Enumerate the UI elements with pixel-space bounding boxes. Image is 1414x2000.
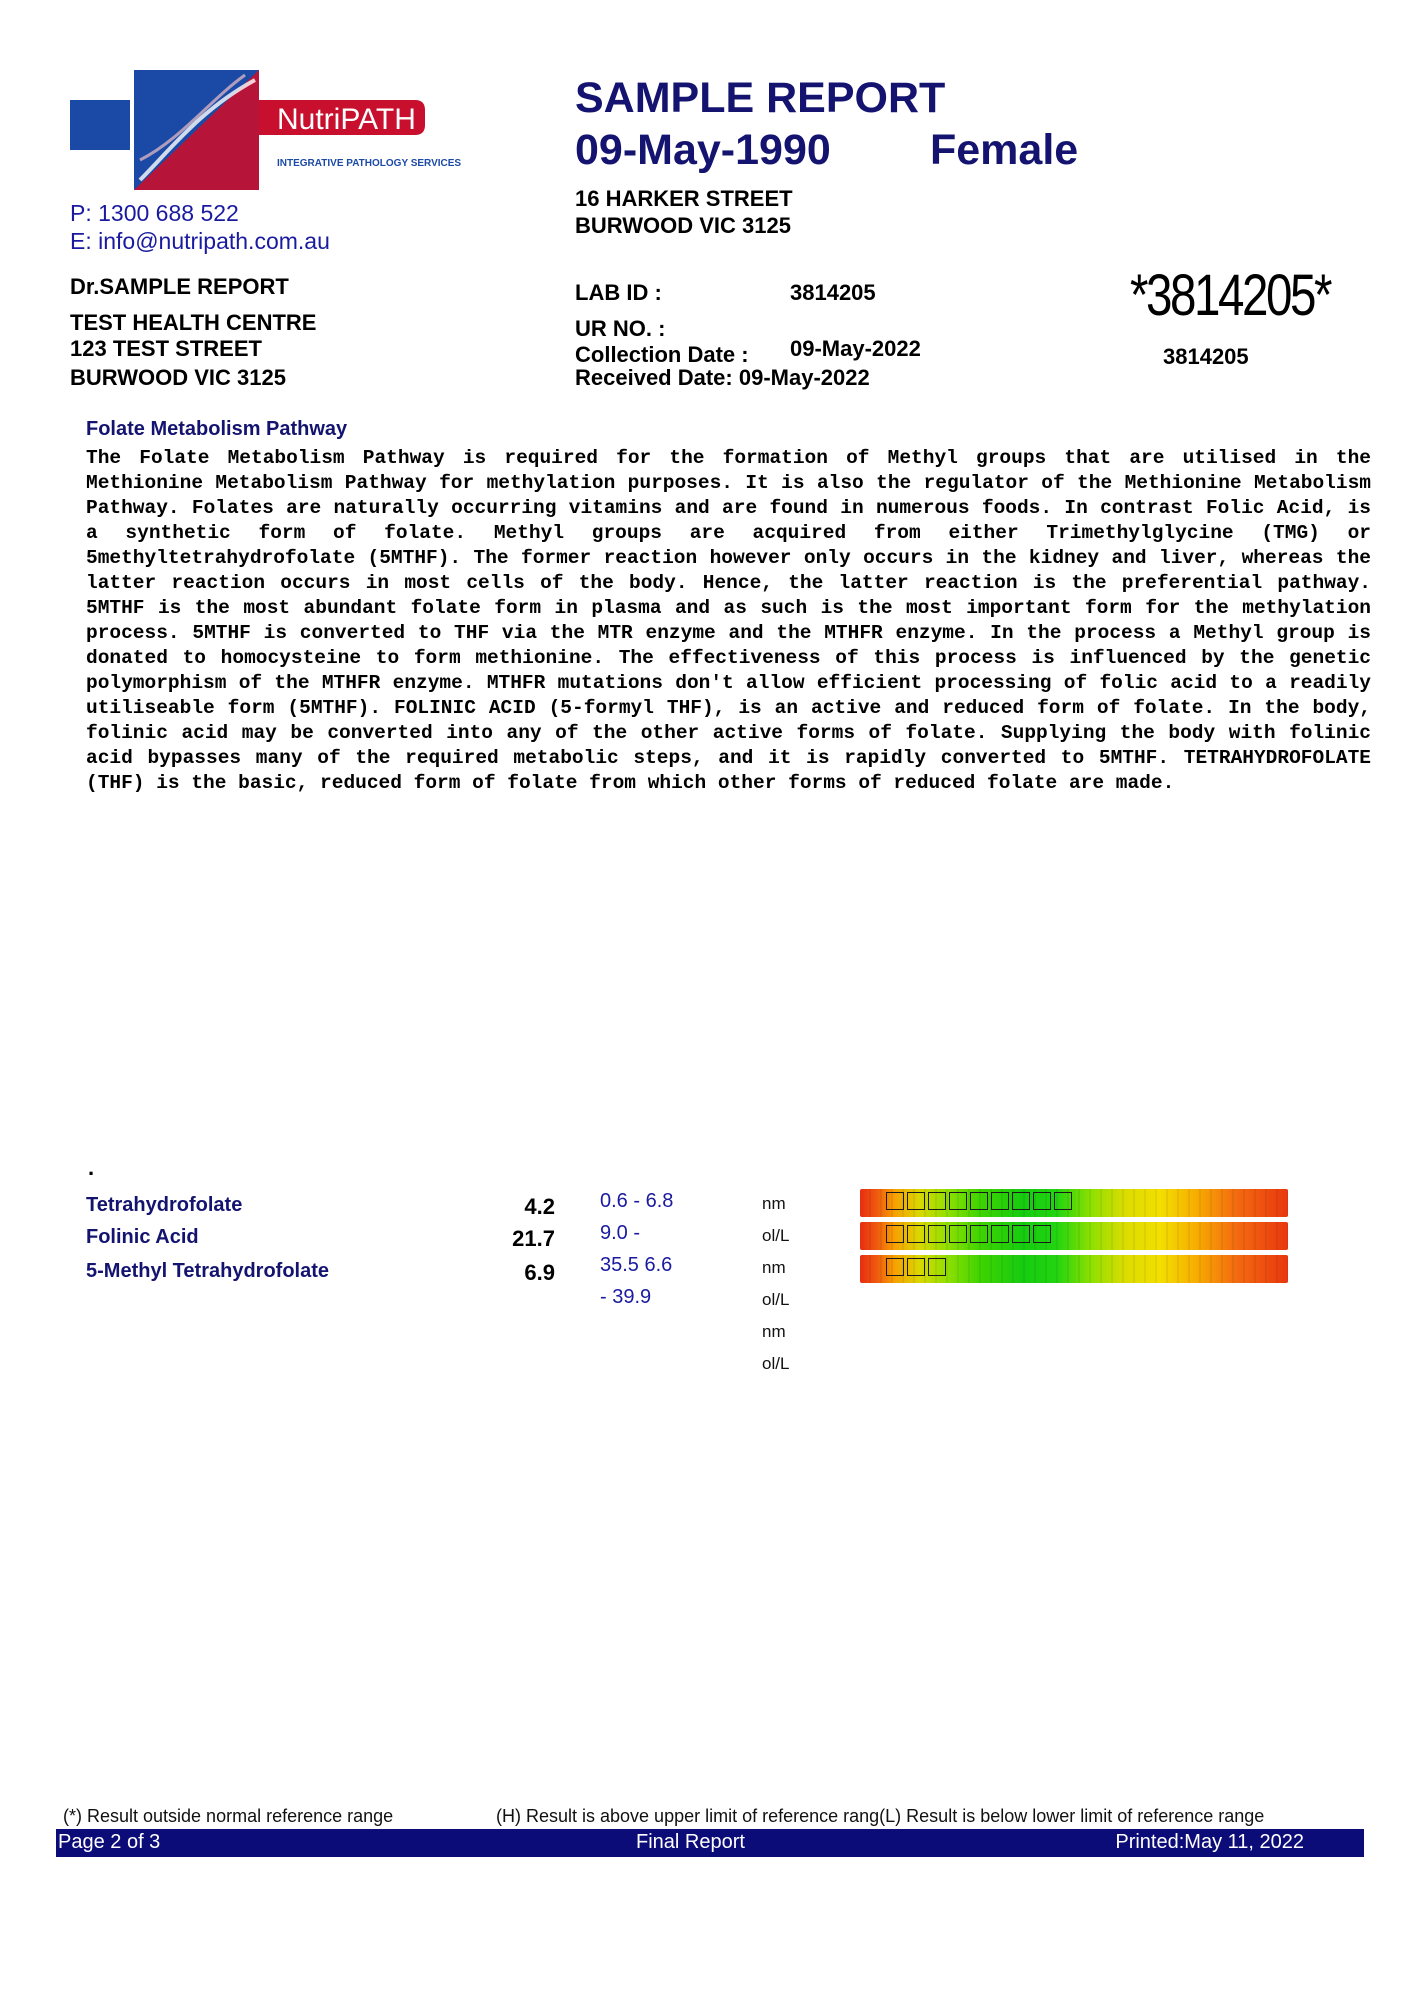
range-line: 9.0 -: [600, 1222, 641, 1244]
result-value-thf: 4.2: [524, 1194, 555, 1219]
result-box: [1054, 1192, 1072, 1210]
unit-line: nm: [762, 1258, 786, 1277]
nutripath-logo: [70, 70, 490, 190]
range-line: 35.5 6.6: [600, 1254, 673, 1276]
result-box: [928, 1225, 946, 1243]
result-bar-thf: [860, 1189, 1288, 1217]
result-box: [991, 1225, 1009, 1243]
clinic-suburb: BURWOOD VIC 3125: [70, 365, 286, 390]
contact-email[interactable]: E: info@nutripath.com.au: [70, 228, 330, 254]
result-box: [886, 1225, 904, 1243]
result-boxes: [886, 1258, 946, 1276]
result-boxes: [886, 1225, 1051, 1243]
result-value-5mthf: 6.9: [524, 1260, 555, 1285]
contact-phone: P: 1300 688 522: [70, 200, 239, 226]
clinic-name: TEST HEALTH CENTRE: [70, 310, 317, 335]
legend-outside: (*) Result outside normal reference range: [63, 1806, 394, 1826]
result-name-folinic: Folinic Acid: [86, 1226, 199, 1248]
unit-line: ol/L: [762, 1354, 790, 1373]
collection-label: Collection Date :: [575, 342, 749, 367]
footer-bar: [56, 1829, 1364, 1857]
result-box: [949, 1192, 967, 1210]
collection-date: 09-May-2022: [790, 336, 921, 361]
result-box: [1012, 1225, 1030, 1243]
result-box: [928, 1258, 946, 1276]
patient-address-line1: 16 HARKER STREET: [575, 186, 793, 211]
patient-name: SAMPLE REPORT: [575, 74, 946, 122]
barcode: *3814205*: [1130, 263, 1331, 328]
result-box: [907, 1225, 925, 1243]
results-dot: .: [88, 1155, 95, 1180]
ur-label: UR NO. :: [575, 316, 666, 341]
patient-address-line2: BURWOOD VIC 3125: [575, 213, 791, 238]
lab-id: 3814205: [790, 280, 876, 305]
result-box: [907, 1192, 925, 1210]
result-box: [1033, 1225, 1051, 1243]
result-value-folinic: 21.7: [512, 1226, 555, 1251]
result-box: [1012, 1192, 1030, 1210]
clinic-street: 123 TEST STREET: [70, 336, 262, 361]
patient-sex: Female: [930, 126, 1079, 174]
lab-id-label: LAB ID :: [575, 280, 662, 305]
barcode-number: 3814205: [1163, 344, 1249, 369]
result-box: [1033, 1192, 1051, 1210]
footer-status: Final Report: [636, 1831, 745, 1853]
result-box: [949, 1225, 967, 1243]
range-line: - 39.9: [600, 1286, 652, 1308]
brand-tagline: INTEGRATIVE PATHOLOGY SERVICES: [277, 158, 462, 169]
brand-name: NutriPATH: [277, 103, 416, 136]
footer-printed: Printed:May 11, 2022: [1115, 1831, 1304, 1853]
result-name-thf: Tetrahydrofolate: [86, 1194, 243, 1216]
result-box: [970, 1192, 988, 1210]
unit-line: ol/L: [762, 1290, 790, 1309]
result-name-5mthf: 5-Methyl Tetrahydrofolate: [86, 1260, 329, 1282]
patient-dob: 09-May-1990: [575, 126, 831, 174]
unit-line: nm: [762, 1322, 786, 1341]
result-bar-5mthf: [860, 1255, 1288, 1283]
result-box: [928, 1192, 946, 1210]
section-text: The Folate Metabolism Pathway is required for the formation of Methyl groups that are utilised in the Methionine Metabolism Pathway for methylation purposes. It is also the regulator of the Methionine Metabolism Pathway. Folates are naturally occurring vitamins and are found in numerous foods. In contrast Folic Acid, is a synthetic form of folate. Methyl groups are acquired from either Trimethylglycine (TMG) or 5methyltetrahydrofolate (5MTHF). The former reaction however only occurs in the kidney and liver, whereas the latter reaction occurs in most cells of the body. Hence, the latter reaction is the preferential pathway. 5MTHF is the most abundant folate form in plasma and as such is the most important form for the methylation process. 5MTHF is converted to THF via the MTR enzyme and the MTHFR enzyme. In the process a Methyl group is donated to homocysteine to form methionine. The effectiveness of this process is influenced by the genetic polymorphism of the MTHFR enzyme. MTHFR mutations don't allow efficient processing of folic acid to a readily utiliseable form (5MTHF). FOLINIC ACID (5-formyl THF), is an active and reduced form of folate. In the body, folinic acid may be converted into any of the other active forms of folate. Supplying the body with folinic acid bypasses many of the required metabolic steps, and it is rapidly converted to 5MTHF. TETRAHYDROFOLATE (THF) is the basic, reduced form of folate from which other forms of reduced folate are made.: [86, 447, 1371, 794]
result-box: [970, 1225, 988, 1243]
doctor-name: Dr.SAMPLE REPORT: [70, 274, 289, 299]
result-box: [907, 1258, 925, 1276]
received-date: Received Date: 09-May-2022: [575, 365, 870, 390]
section-title: Folate Metabolism Pathway: [86, 418, 348, 440]
result-boxes: [886, 1192, 1072, 1210]
footer-page: Page 2 of 3: [58, 1831, 161, 1853]
result-box: [991, 1192, 1009, 1210]
unit-line: nm: [762, 1194, 786, 1213]
unit-line: ol/L: [762, 1226, 790, 1245]
range-line: 0.6 - 6.8: [600, 1190, 674, 1212]
result-box: [886, 1258, 904, 1276]
result-bar-folinic: [860, 1222, 1288, 1250]
result-box: [886, 1192, 904, 1210]
legend-high-low: (H) Result is above upper limit of reference rang(L) Result is below lower limit of reference range: [496, 1806, 1265, 1826]
